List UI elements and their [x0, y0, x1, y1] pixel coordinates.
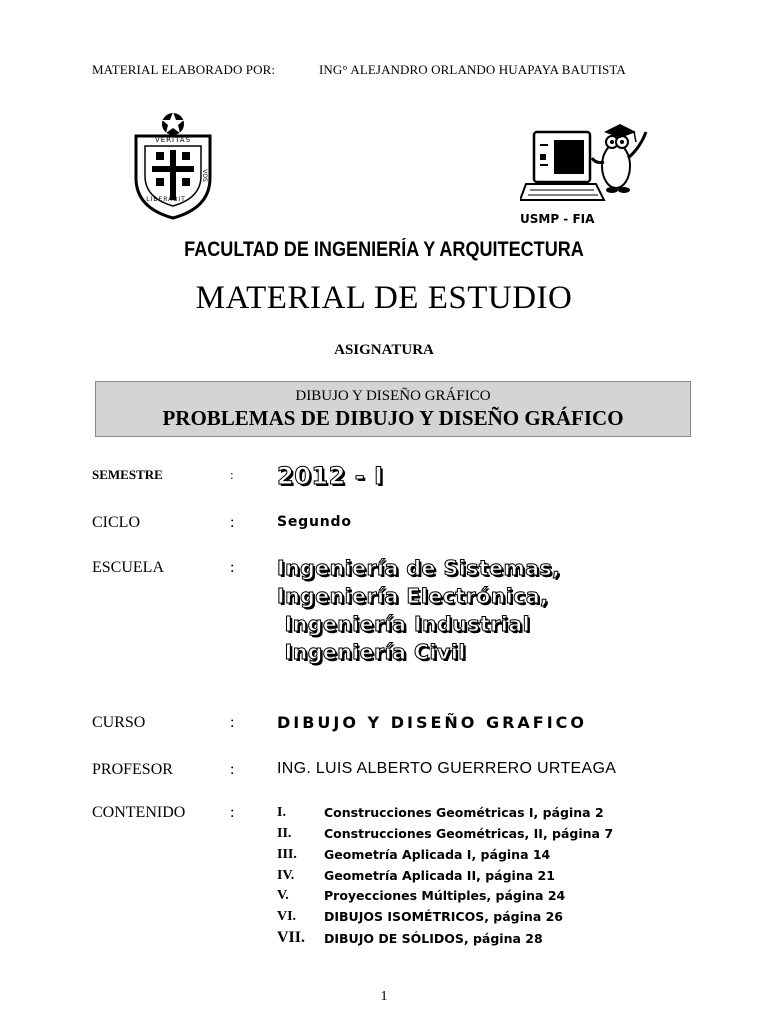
header-label: MATERIAL ELABORADO POR:: [92, 62, 276, 77]
seal-text-bottom: LIBERABIT: [146, 196, 186, 203]
course-box-line2: PROBLEMAS DE DIBUJO Y DISEÑO GRÁFICO: [162, 406, 624, 430]
contenido-item-num: VII.: [277, 929, 306, 946]
semestre-value: 2012 - I: [277, 462, 384, 490]
contenido-item-text: Proyecciones Múltiples, página 24: [324, 888, 566, 903]
contenido-item-num: III.: [277, 847, 297, 862]
ciclo-label: CICLO: [92, 514, 140, 531]
semestre-label: SEMESTRE: [92, 467, 163, 482]
profesor-label: PROFESOR: [92, 761, 173, 778]
ciclo-colon: :: [230, 514, 235, 531]
page-number: 1: [380, 989, 388, 1004]
faculty-name: FACULTAD DE INGENIERÍA Y ARQUITECTURA: [184, 238, 584, 261]
escuela-value-3: Ingeniería Industrial: [277, 612, 531, 636]
university-seal-logo: [132, 108, 214, 220]
curso-value: DIBUJO Y DISEÑO GRAFICO: [277, 713, 588, 732]
seal-text-top: VERITAS: [154, 136, 192, 144]
contenido-item-text: Construcciones Geométricas I, página 2: [324, 805, 604, 820]
contenido-item-text: Geometría Aplicada I, página 14: [324, 847, 551, 862]
escuela-value-2: Ingeniería Electrónica,: [277, 584, 549, 608]
contenido-label: CONTENIDO: [92, 804, 186, 821]
curso-label: CURSO: [92, 714, 146, 731]
seal-text-right: VOS: [200, 169, 208, 182]
contenido-item-text: DIBUJOS ISOMÉTRICOS, página 26: [324, 909, 563, 924]
contenido-item-num: V.: [277, 888, 289, 903]
contenido-item-num: IV.: [277, 868, 295, 883]
contenido-item-num: I.: [277, 805, 286, 820]
course-box: [95, 381, 691, 437]
course-box-line1: DIBUJO Y DISEÑO GRÁFICO: [295, 388, 491, 404]
contenido-item-text: Construcciones Geométricas, II, página 7: [324, 826, 614, 841]
escuela-label: ESCUELA: [92, 559, 164, 576]
escuela-colon: :: [230, 559, 235, 576]
asignatura-label: ASIGNATURA: [334, 342, 434, 358]
contenido-item-num: II.: [277, 826, 292, 841]
page-title: MATERIAL DE ESTUDIO: [195, 280, 573, 316]
curso-colon: :: [230, 714, 235, 731]
usmp-fia-caption: USMP - FIA: [520, 212, 595, 226]
ciclo-value: Segundo: [277, 514, 352, 530]
header-author: ING° ALEJANDRO ORLANDO HUAPAYA BAUTISTA: [319, 62, 626, 77]
escuela-value-4: Ingeniería Civil: [277, 640, 466, 664]
semestre-colon: :: [230, 467, 234, 482]
contenido-item-text: DIBUJO DE SÓLIDOS, página 28: [324, 931, 543, 946]
contenido-item-text: Geometría Aplicada II, página 21: [324, 868, 555, 883]
contenido-colon: :: [230, 804, 235, 821]
escuela-value-1: Ingeniería de Sistemas,: [277, 556, 561, 580]
profesor-value: ING. LUIS ALBERTO GUERRERO URTEAGA: [277, 760, 617, 777]
computer-mascot-logo: [520, 118, 650, 208]
contenido-item-num: VI.: [277, 909, 297, 924]
profesor-colon: :: [230, 761, 235, 778]
